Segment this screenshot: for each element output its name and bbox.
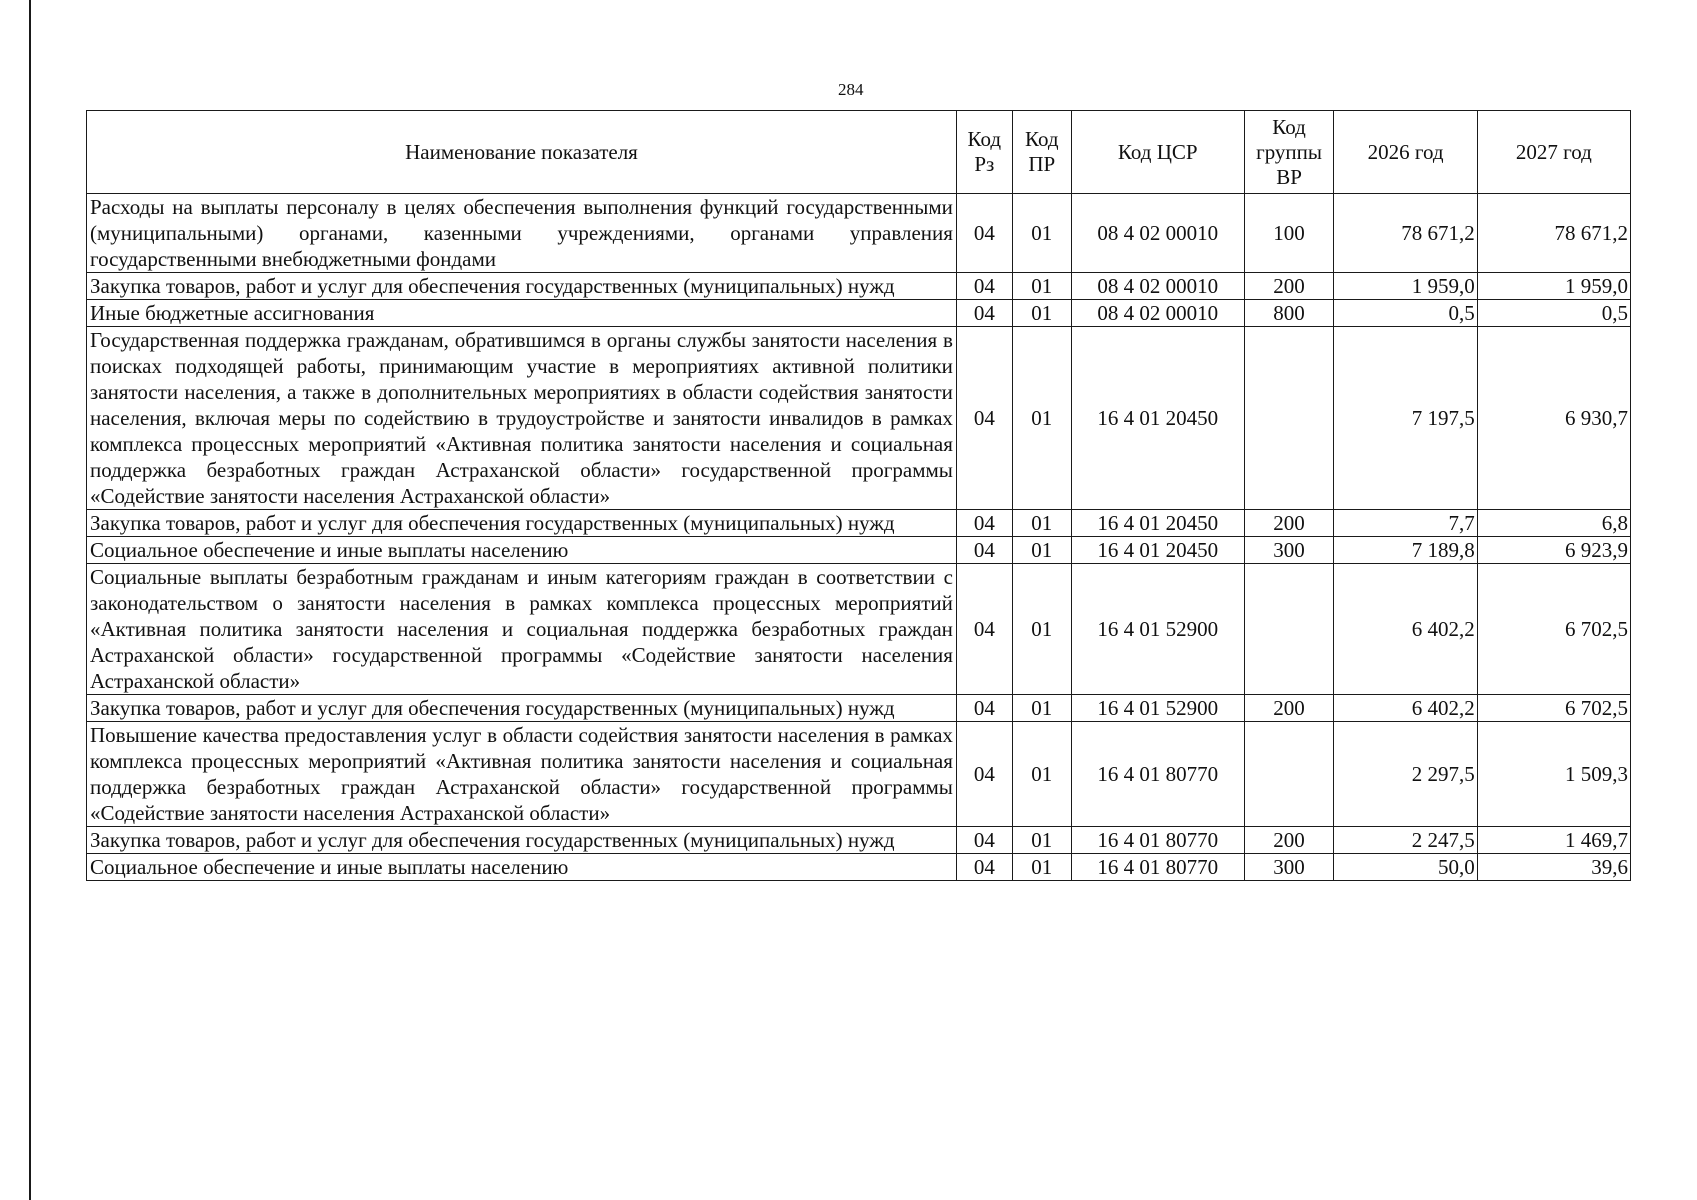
- table-row: [87, 722, 1631, 827]
- cell-2027: 39,6: [1477, 854, 1630, 881]
- cell-pr: 01: [1012, 564, 1071, 695]
- header-csr: Код ЦСР: [1071, 111, 1244, 194]
- header-pr: Код ПР: [1012, 111, 1071, 194]
- cell-rz: 04: [956, 510, 1012, 537]
- cell-pr: 01: [1012, 273, 1071, 300]
- cell-vr: [1244, 722, 1334, 827]
- cell-pr: 01: [1012, 695, 1071, 722]
- table-row: [87, 695, 1631, 722]
- cell-name: Социальные выплаты безработным гражданам и иным категориям граждан в соответствии с законодательством о занятости населения в рамках комплекса процессных мероприятий «Активная политика занятости населения и социальная поддержка безработных граждан Астраханской области» государственной программы «Содействие занятости населения Астраханской области»: [87, 564, 957, 695]
- cell-vr: 200: [1244, 827, 1334, 854]
- cell-csr: 16 4 01 80770: [1071, 854, 1244, 881]
- header-vr: Код группы ВР: [1244, 111, 1334, 194]
- table-body: [87, 194, 1631, 881]
- header-name: Наименование показателя: [87, 111, 957, 194]
- header-2027: 2027 год: [1477, 111, 1630, 194]
- table-row: [87, 327, 1631, 510]
- cell-vr: 200: [1244, 695, 1334, 722]
- cell-2027: 0,5: [1477, 300, 1630, 327]
- cell-pr: 01: [1012, 722, 1071, 827]
- cell-csr: 08 4 02 00010: [1071, 273, 1244, 300]
- cell-csr: 16 4 01 20450: [1071, 537, 1244, 564]
- cell-2026: 7 189,8: [1334, 537, 1477, 564]
- cell-pr: 01: [1012, 854, 1071, 881]
- table-row: [87, 510, 1631, 537]
- cell-2027: 78 671,2: [1477, 194, 1630, 273]
- cell-2026: 6 402,2: [1334, 564, 1477, 695]
- cell-rz: 04: [956, 854, 1012, 881]
- cell-vr: 100: [1244, 194, 1334, 273]
- cell-csr: 08 4 02 00010: [1071, 194, 1244, 273]
- cell-name: Закупка товаров, работ и услуг для обеспечения государственных (муниципальных) нужд: [87, 273, 957, 300]
- table-header-row: [87, 111, 1631, 194]
- cell-csr: 16 4 01 52900: [1071, 564, 1244, 695]
- cell-2027: 1 469,7: [1477, 827, 1630, 854]
- cell-name: Расходы на выплаты персоналу в целях обеспечения выполнения функций государственными (муниципальными) органами, казенными учреждениями, органами управления государственными внебюджетными фондами: [87, 194, 957, 273]
- cell-2027: 1 509,3: [1477, 722, 1630, 827]
- cell-name: Иные бюджетные ассигнования: [87, 300, 957, 327]
- table-row: [87, 194, 1631, 273]
- cell-vr: 800: [1244, 300, 1334, 327]
- cell-csr: 16 4 01 80770: [1071, 827, 1244, 854]
- cell-rz: 04: [956, 194, 1012, 273]
- cell-2027: 1 959,0: [1477, 273, 1630, 300]
- cell-csr: 16 4 01 20450: [1071, 510, 1244, 537]
- cell-2026: 7 197,5: [1334, 327, 1477, 510]
- cell-pr: 01: [1012, 537, 1071, 564]
- cell-rz: 04: [956, 327, 1012, 510]
- cell-vr: [1244, 327, 1334, 510]
- cell-2026: 6 402,2: [1334, 695, 1477, 722]
- cell-csr: 16 4 01 20450: [1071, 327, 1244, 510]
- cell-vr: 300: [1244, 854, 1334, 881]
- cell-vr: 200: [1244, 510, 1334, 537]
- cell-pr: 01: [1012, 827, 1071, 854]
- page-number: 284: [838, 80, 864, 99]
- cell-csr: 16 4 01 80770: [1071, 722, 1244, 827]
- table-row: [87, 273, 1631, 300]
- cell-rz: 04: [956, 722, 1012, 827]
- cell-2026: 50,0: [1334, 854, 1477, 881]
- table-row: [87, 537, 1631, 564]
- cell-name: Социальное обеспечение и иные выплаты населению: [87, 854, 957, 881]
- table-row: [87, 300, 1631, 327]
- cell-rz: 04: [956, 564, 1012, 695]
- cell-2026: 0,5: [1334, 300, 1477, 327]
- cell-vr: 300: [1244, 537, 1334, 564]
- cell-2027: 6 702,5: [1477, 695, 1630, 722]
- table-row: [87, 854, 1631, 881]
- cell-name: Закупка товаров, работ и услуг для обеспечения государственных (муниципальных) нужд: [87, 827, 957, 854]
- table-row: [87, 564, 1631, 695]
- cell-rz: 04: [956, 695, 1012, 722]
- cell-2027: 6 923,9: [1477, 537, 1630, 564]
- cell-2026: 7,7: [1334, 510, 1477, 537]
- cell-name: Повышение качества предоставления услуг в области содействия занятости населения в рамках комплекса процессных мероприятий «Активная политика занятости населения и социальная поддержка безработных граждан Астраханской области» государственной программы «Содействие занятости населения Астраханской области»: [87, 722, 957, 827]
- cell-rz: 04: [956, 827, 1012, 854]
- cell-2026: 1 959,0: [1334, 273, 1477, 300]
- cell-2026: 2 247,5: [1334, 827, 1477, 854]
- cell-pr: 01: [1012, 300, 1071, 327]
- cell-csr: 16 4 01 52900: [1071, 695, 1244, 722]
- header-2026: 2026 год: [1334, 111, 1477, 194]
- cell-pr: 01: [1012, 510, 1071, 537]
- cell-pr: 01: [1012, 194, 1071, 273]
- cell-2026: 2 297,5: [1334, 722, 1477, 827]
- cell-name: Закупка товаров, работ и услуг для обеспечения государственных (муниципальных) нужд: [87, 510, 957, 537]
- cell-2027: 6,8: [1477, 510, 1630, 537]
- cell-csr: 08 4 02 00010: [1071, 300, 1244, 327]
- table-row: [87, 827, 1631, 854]
- cell-pr: 01: [1012, 327, 1071, 510]
- budget-table: [86, 110, 1631, 881]
- header-rz: Код Рз: [956, 111, 1012, 194]
- cell-2027: 6 930,7: [1477, 327, 1630, 510]
- cell-rz: 04: [956, 273, 1012, 300]
- cell-rz: 04: [956, 300, 1012, 327]
- cell-name: Закупка товаров, работ и услуг для обеспечения государственных (муниципальных) нужд: [87, 695, 957, 722]
- cell-name: Социальное обеспечение и иные выплаты населению: [87, 537, 957, 564]
- left-margin-line: [29, 0, 31, 1200]
- cell-2027: 6 702,5: [1477, 564, 1630, 695]
- cell-2026: 78 671,2: [1334, 194, 1477, 273]
- cell-vr: [1244, 564, 1334, 695]
- cell-rz: 04: [956, 537, 1012, 564]
- cell-vr: 200: [1244, 273, 1334, 300]
- cell-name: Государственная поддержка гражданам, обратившимся в органы службы занятости населения в поисках подходящей работы, принимающим участие в мероприятиях активной политики занятости населения, а также в дополнительных мероприятиях в области содействия занятости населения, включая меры по содействию в трудоустройстве и занятости инвалидов в рамках комплекса процессных мероприятий «Активная политика занятости населения и социальная поддержка безработных граждан Астраханской области» государственной программы «Содействие занятости населения Астраханской области»: [87, 327, 957, 510]
